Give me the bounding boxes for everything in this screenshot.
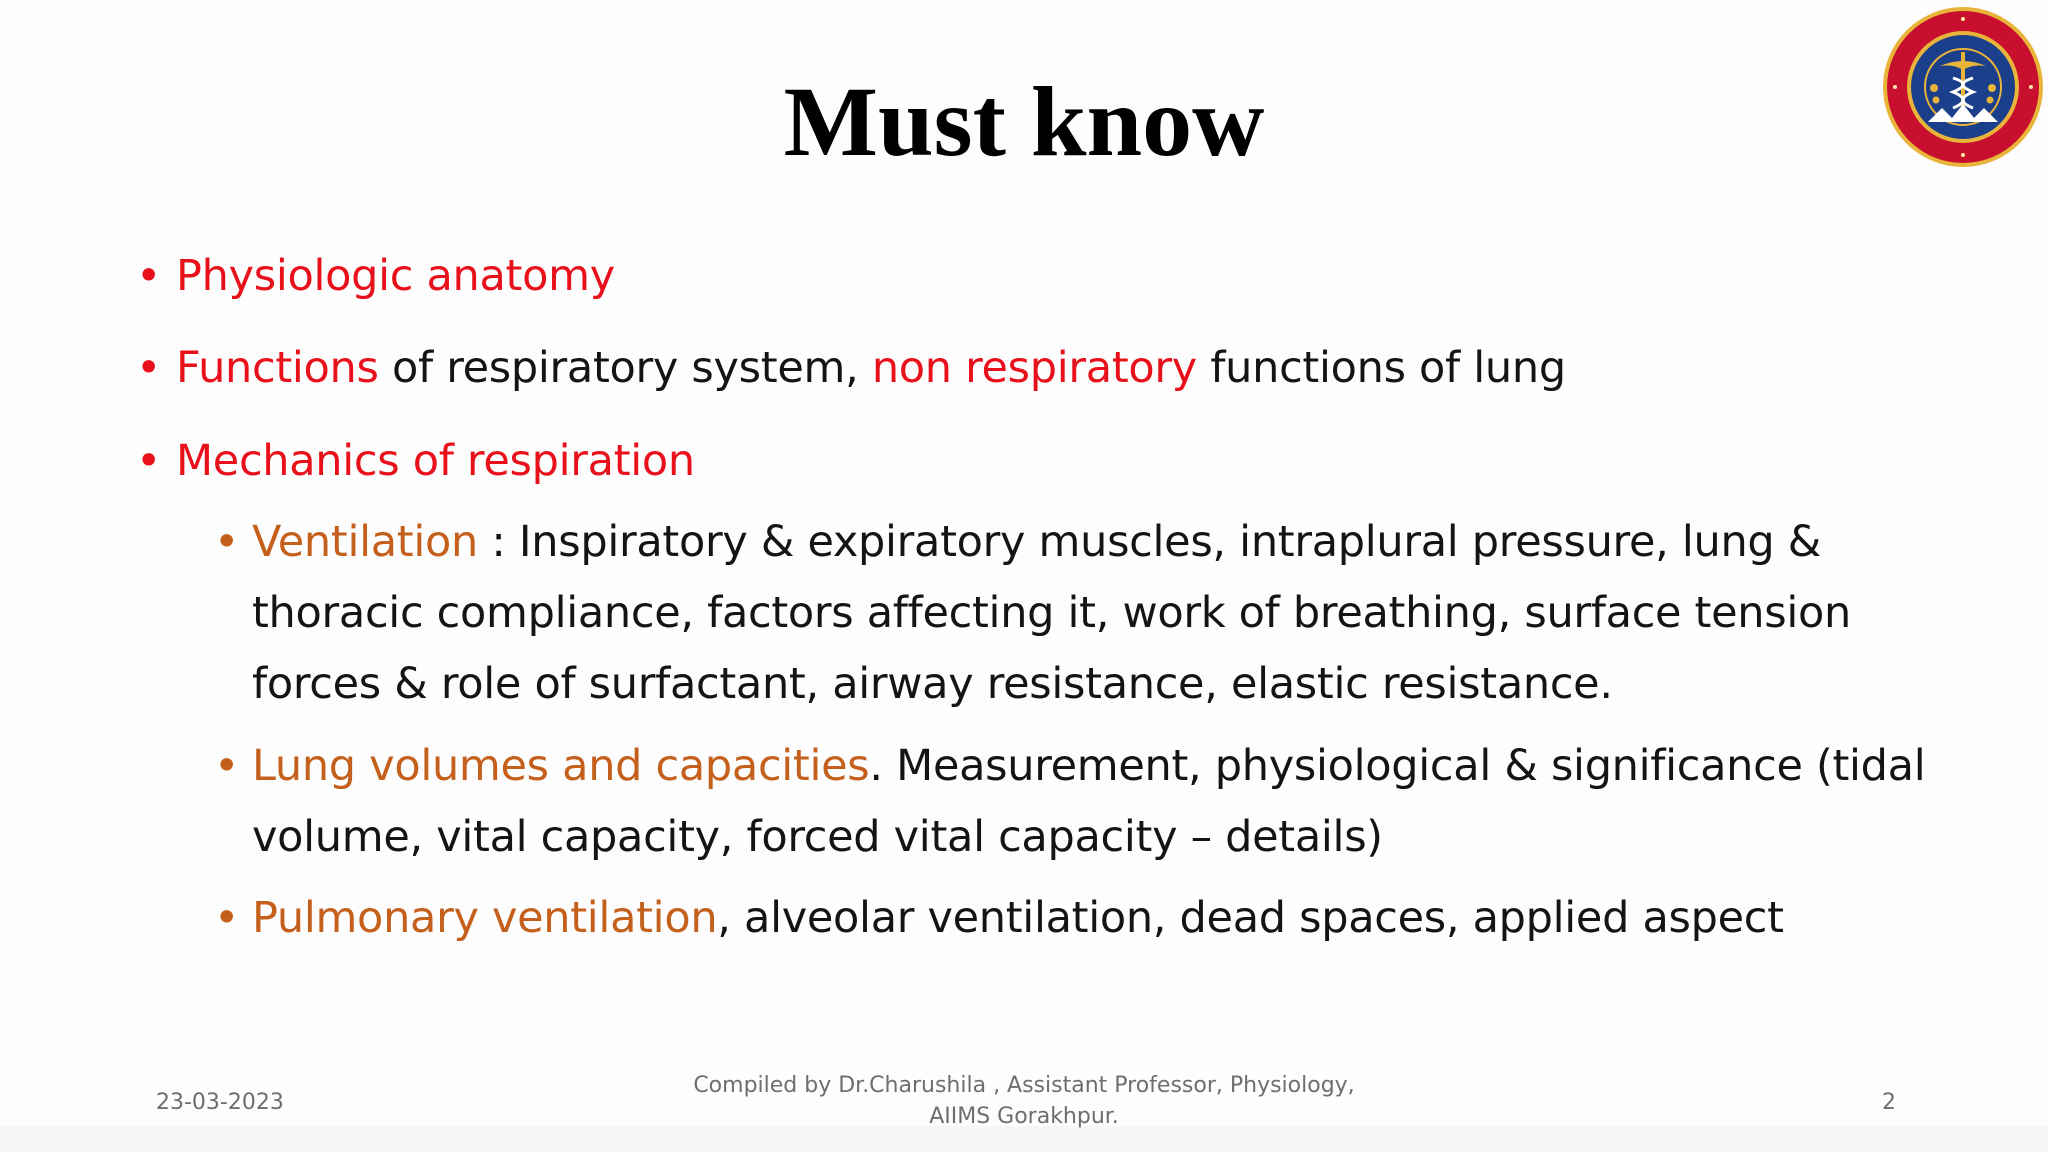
sub-bullet-text-segment: . Measurement, physiological & significance (tidal xyxy=(869,741,1926,791)
sub-bullet-text-segment: forces & role of surfactant, airway resistance, elastic resistance. xyxy=(252,659,1613,709)
slide-title: Must know xyxy=(783,66,1265,177)
footer-credit xyxy=(660,1070,1388,1132)
sub-bullet-line xyxy=(252,648,1613,720)
bullet-text-segment: Physiologic anatomy xyxy=(176,251,615,301)
sub-bullet-marker: • xyxy=(214,741,240,791)
sub-bullet-marker: • xyxy=(214,517,240,567)
sub-bullet-line xyxy=(252,882,1784,954)
sub-bullet-text-segment: thoracic compliance, factors affecting it, work of breathing, surface tension xyxy=(252,588,1851,638)
bullet-text-segment: of respiratory system, xyxy=(378,343,872,393)
bullet-text-segment: functions of lung xyxy=(1196,343,1566,393)
sub-bullet-line xyxy=(252,730,1925,802)
sub-bullet-line xyxy=(252,801,1383,873)
sub-bullet-line xyxy=(252,577,1851,649)
sub-bullet-text-segment: Ventilation xyxy=(252,517,478,567)
sub-bullet-text-segment: Lung volumes and capacities xyxy=(252,741,870,791)
footer-credit-line-2: AIIMS Gorakhpur. xyxy=(929,1104,1119,1129)
sub-bullet-marker: • xyxy=(214,893,240,943)
footer-date: 23-03-2023 xyxy=(156,1090,284,1115)
sub-bullet-text-segment: volume, vital capacity, forced vital capacity – details) xyxy=(252,812,1383,862)
bullet-marker: • xyxy=(136,343,162,393)
bullet-item xyxy=(176,425,695,497)
footer-page-number: 2 xyxy=(1882,1090,1896,1115)
sub-bullet-text-segment: : Inspiratory & expiratory muscles, intraplural pressure, lung & xyxy=(477,517,1822,567)
bullet-text-segment: Mechanics of respiration xyxy=(176,436,695,486)
sub-bullet-line xyxy=(252,506,1821,578)
footer-credit-line-1: Compiled by Dr.Charushila , Assistant Professor, Physiology, xyxy=(693,1073,1355,1098)
bullet-item xyxy=(176,240,615,312)
bullet-text-segment: non respiratory xyxy=(871,343,1197,393)
bullet-marker: • xyxy=(136,436,162,486)
sub-bullet-text-segment: Pulmonary ventilation xyxy=(252,893,718,943)
sub-bullet-text-segment: , alveolar ventilation, dead spaces, applied aspect xyxy=(717,893,1784,943)
bullet-marker: • xyxy=(136,251,162,301)
bullet-item xyxy=(176,332,1566,404)
bullet-text-segment: Functions xyxy=(176,343,379,393)
